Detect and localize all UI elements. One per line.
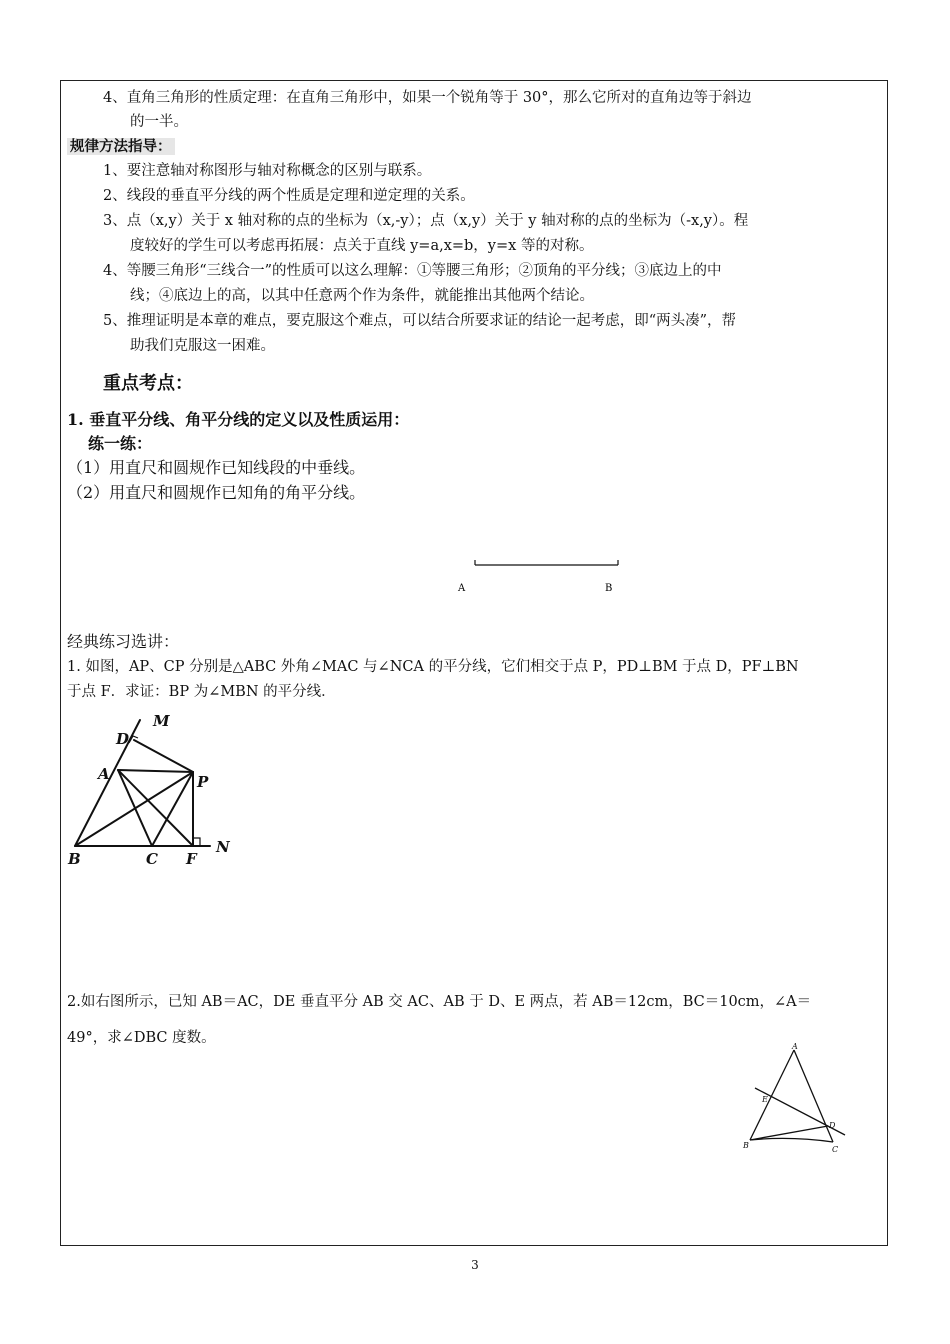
label-f: F [186, 850, 197, 868]
figure2-geometry [735, 1040, 855, 1155]
method-guide-heading-text: 规律方法指导： [67, 138, 175, 155]
practice-label: 练一练： [88, 434, 153, 453]
problem1-line2: 于点 F．求证：BP 为∠MBN 的平分线． [67, 684, 336, 700]
method-item: 3、点（x,y）关于 x 轴对称的点的坐标为（x,-y）；点（x,y）关于 y 轴对称的点的坐标为（-x,y）。程 [103, 213, 749, 229]
method-item: 线；④底边上的高，以其中任意两个作为条件，就能推出其他两个结论。 [130, 288, 594, 304]
segment-pd [134, 740, 193, 772]
segment-cp [152, 772, 193, 846]
label-m: M [153, 712, 170, 730]
method-item: 助我们克服这一困难。 [130, 338, 275, 354]
section1-heading: 1. 垂直平分线、角平分线的定义以及性质运用： [67, 410, 410, 429]
label-d: D [829, 1121, 836, 1130]
practice-item: （1）用直尺和圆规作已知线段的中垂线。 [67, 458, 366, 477]
right-angle-f [193, 838, 200, 846]
label-a: A [98, 765, 110, 783]
problem2-line2: 49°，求∠DBC 度数。 [67, 1030, 216, 1046]
problem2-line1: 2.如右图所示，已知 AB＝AC，DE 垂直平分 AB 交 AC、AB 于 D、E 两点，若 AB＝12cm，BC＝10cm，∠A＝ [67, 994, 812, 1010]
classic-heading: 经典练习选讲： [67, 632, 180, 651]
segment-a-f [118, 770, 193, 846]
label-p: P [197, 773, 209, 791]
problem1-line1: 1. 如图，AP、CP 分别是△ABC 外角∠MAC 与∠NCA 的平分线，它们相交于点 P，PD⊥BM 于点 D，PF⊥BN [67, 659, 799, 675]
practice-item: （2）用直尺和圆规作已知角的角平分线。 [67, 483, 366, 502]
label-b: B [68, 850, 81, 868]
segment-bp [75, 772, 193, 846]
label-b: B [743, 1141, 749, 1150]
label-c: C [832, 1145, 839, 1154]
page-number: 3 [471, 1258, 479, 1272]
method-item: 2、线段的垂直平分线的两个性质是定理和逆定理的关系。 [103, 188, 475, 204]
method-item: 度较好的学生可以考虑再拓展：点关于直线 y=a,x=b，y=x 等的对称。 [130, 238, 594, 254]
segment-ap [118, 770, 193, 772]
segment-ab-figure [450, 555, 630, 600]
side-bc [750, 1138, 833, 1142]
label-e: E [762, 1095, 768, 1104]
method-item: 4、等腰三角形“三线合一”的性质可以这么理解：①等腰三角形；②顶角的平分线；③底边上的中 [103, 263, 722, 279]
label-c: C [146, 850, 158, 868]
method-item: 5、推理证明是本章的难点，要克服这个难点，可以结合所要求证的结论一起考虑，即“两头凑”，帮 [103, 313, 737, 329]
side-ab [750, 1050, 794, 1140]
label-b: B [605, 583, 613, 594]
label-n: N [216, 838, 230, 856]
theorem4-line1: 4、直角三角形的性质定理：在直角三角形中，如果一个锐角等于 30°，那么它所对的直角边等于斜边 [103, 90, 752, 106]
theorem4-line2: 的一半。 [130, 114, 188, 130]
label-d: D [116, 730, 130, 748]
key-points-title: 重点考点： [103, 373, 193, 394]
figure1-geometry [60, 708, 250, 868]
method-guide-heading [67, 137, 175, 157]
label-a: A [792, 1042, 798, 1051]
label-a: A [458, 583, 466, 594]
method-item: 1、要注意轴对称图形与轴对称概念的区别与联系。 [103, 163, 432, 179]
